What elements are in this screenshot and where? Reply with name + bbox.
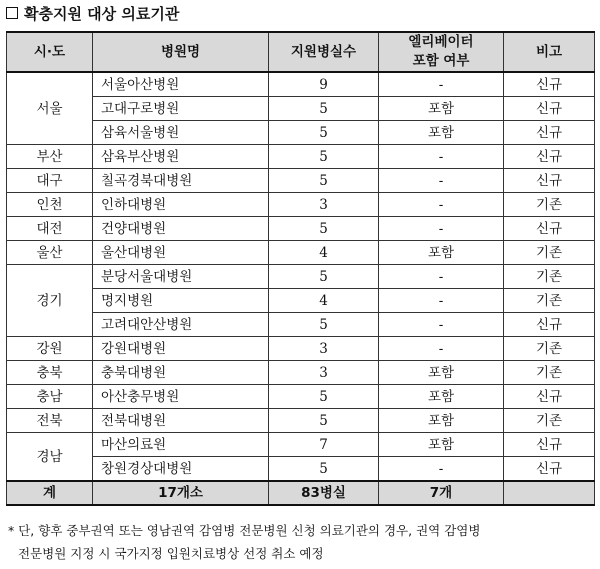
total-hospitals: 17개소: [93, 481, 269, 505]
page-title: [6, 2, 179, 24]
region-cell: 충북: [7, 361, 93, 385]
hospital-cell: 마산의료원: [93, 433, 269, 457]
elevator-cell: 포함: [379, 361, 504, 385]
hospital-cell: 칠곡경북대병원: [93, 169, 269, 193]
rooms-cell: 5: [269, 313, 379, 337]
table-row: [7, 145, 595, 169]
total-note: [504, 481, 595, 505]
region-cell: 인천: [7, 193, 93, 217]
rooms-cell: 9: [269, 72, 379, 97]
page-title-text: 확충지원 대상 의료기관: [24, 4, 180, 23]
note-cell: 신규: [504, 313, 595, 337]
table-row: [7, 337, 595, 361]
rooms-cell: 3: [269, 361, 379, 385]
table-row: [7, 193, 595, 217]
note-cell: 기존: [504, 289, 595, 313]
note-cell: 기존: [504, 361, 595, 385]
elevator-cell: -: [379, 337, 504, 361]
elevator-cell: -: [379, 217, 504, 241]
region-cell: 대구: [7, 169, 93, 193]
table-row: [7, 313, 595, 337]
rooms-cell: 5: [269, 265, 379, 289]
table-total: [7, 481, 595, 505]
elevator-cell: -: [379, 313, 504, 337]
rooms-cell: 5: [269, 97, 379, 121]
rooms-cell: 5: [269, 169, 379, 193]
note-cell: 기존: [504, 409, 595, 433]
rooms-cell: 3: [269, 337, 379, 361]
footnote-line1: * 단, 향후 중부권역 또는 영남권역 감염병 전문병원 신청 의료기관의 경우, 권역 감염병: [8, 523, 481, 538]
note-cell: 기존: [504, 337, 595, 361]
table-row: [7, 217, 595, 241]
region-cell: 대전: [7, 217, 93, 241]
elevator-cell: 포함: [379, 409, 504, 433]
header-elevator: [379, 32, 504, 72]
region-cell: 강원: [7, 337, 93, 361]
header-hospital: 병원명: [93, 32, 269, 72]
note-cell: 신규: [504, 97, 595, 121]
rooms-cell: 5: [269, 385, 379, 409]
region-cell: 부산: [7, 145, 93, 169]
region-cell: 경남: [7, 433, 93, 482]
note-cell: 신규: [504, 457, 595, 482]
elevator-cell: -: [379, 457, 504, 482]
region-cell: 전북: [7, 409, 93, 433]
region-cell: 경기: [7, 265, 93, 337]
table-row: [7, 72, 595, 97]
elevator-cell: 포함: [379, 97, 504, 121]
table-row: [7, 241, 595, 265]
table-body: [7, 72, 595, 481]
header-region: 시·도: [7, 32, 93, 72]
hospital-cell: 삼육부산병원: [93, 145, 269, 169]
note-cell: 기존: [504, 265, 595, 289]
rooms-cell: 5: [269, 121, 379, 145]
hospital-cell: 명지병원: [93, 289, 269, 313]
hospital-cell: 울산대병원: [93, 241, 269, 265]
elevator-cell: 포함: [379, 385, 504, 409]
elevator-cell: 포함: [379, 433, 504, 457]
table-row: [7, 169, 595, 193]
total-elevator: 7개: [379, 481, 504, 505]
elevator-cell: -: [379, 265, 504, 289]
hospital-cell: 고대구로병원: [93, 97, 269, 121]
note-cell: 신규: [504, 217, 595, 241]
table-row: [7, 289, 595, 313]
header-rooms: 지원병실수: [269, 32, 379, 72]
table-row: [7, 385, 595, 409]
rooms-cell: 3: [269, 193, 379, 217]
note-cell: 신규: [504, 145, 595, 169]
region-cell: 충남: [7, 385, 93, 409]
region-cell: 울산: [7, 241, 93, 265]
header-note: 비고: [504, 32, 595, 72]
note-cell: 기존: [504, 193, 595, 217]
rooms-cell: 5: [269, 145, 379, 169]
note-cell: 신규: [504, 169, 595, 193]
elevator-cell: -: [379, 169, 504, 193]
elevator-cell: -: [379, 193, 504, 217]
footnote-line2: 전문병원 지정 시 국가지정 입원치료병상 선정 취소 예정: [18, 546, 324, 561]
header-elevator-line1: 엘리베이터: [408, 34, 474, 50]
table-row: [7, 361, 595, 385]
total-label: 계: [7, 481, 93, 505]
region-cell: 서울: [7, 72, 93, 145]
hospital-cell: 창원경상대병원: [93, 457, 269, 482]
hospital-table: [6, 31, 595, 506]
elevator-cell: -: [379, 289, 504, 313]
hospital-cell: 서울아산병원: [93, 72, 269, 97]
hospital-cell: 강원대병원: [93, 337, 269, 361]
table-row: [7, 409, 595, 433]
rooms-cell: 4: [269, 241, 379, 265]
table-row: [7, 457, 595, 482]
elevator-cell: -: [379, 145, 504, 169]
table-row: [7, 97, 595, 121]
table-row: [7, 265, 595, 289]
rooms-cell: 5: [269, 409, 379, 433]
table-row: [7, 121, 595, 145]
footnote: [8, 519, 594, 565]
checkbox-square-icon: [6, 7, 18, 19]
elevator-cell: 포함: [379, 241, 504, 265]
total-rooms: 83병실: [269, 481, 379, 505]
hospital-cell: 인하대병원: [93, 193, 269, 217]
note-cell: 신규: [504, 72, 595, 97]
rooms-cell: 5: [269, 217, 379, 241]
elevator-cell: -: [379, 72, 504, 97]
rooms-cell: 7: [269, 433, 379, 457]
elevator-cell: 포함: [379, 121, 504, 145]
hospital-cell: 분당서울대병원: [93, 265, 269, 289]
header-elevator-line2: 포함 여부: [412, 53, 470, 69]
note-cell: 신규: [504, 433, 595, 457]
rooms-cell: 5: [269, 457, 379, 482]
hospital-cell: 삼육서울병원: [93, 121, 269, 145]
hospital-cell: 충북대병원: [93, 361, 269, 385]
table-row: [7, 433, 595, 457]
note-cell: 신규: [504, 385, 595, 409]
hospital-cell: 건양대병원: [93, 217, 269, 241]
hospital-cell: 아산충무병원: [93, 385, 269, 409]
note-cell: 신규: [504, 121, 595, 145]
rooms-cell: 4: [269, 289, 379, 313]
table-header: [7, 32, 595, 72]
hospital-cell: 고려대안산병원: [93, 313, 269, 337]
note-cell: 기존: [504, 241, 595, 265]
hospital-cell: 전북대병원: [93, 409, 269, 433]
